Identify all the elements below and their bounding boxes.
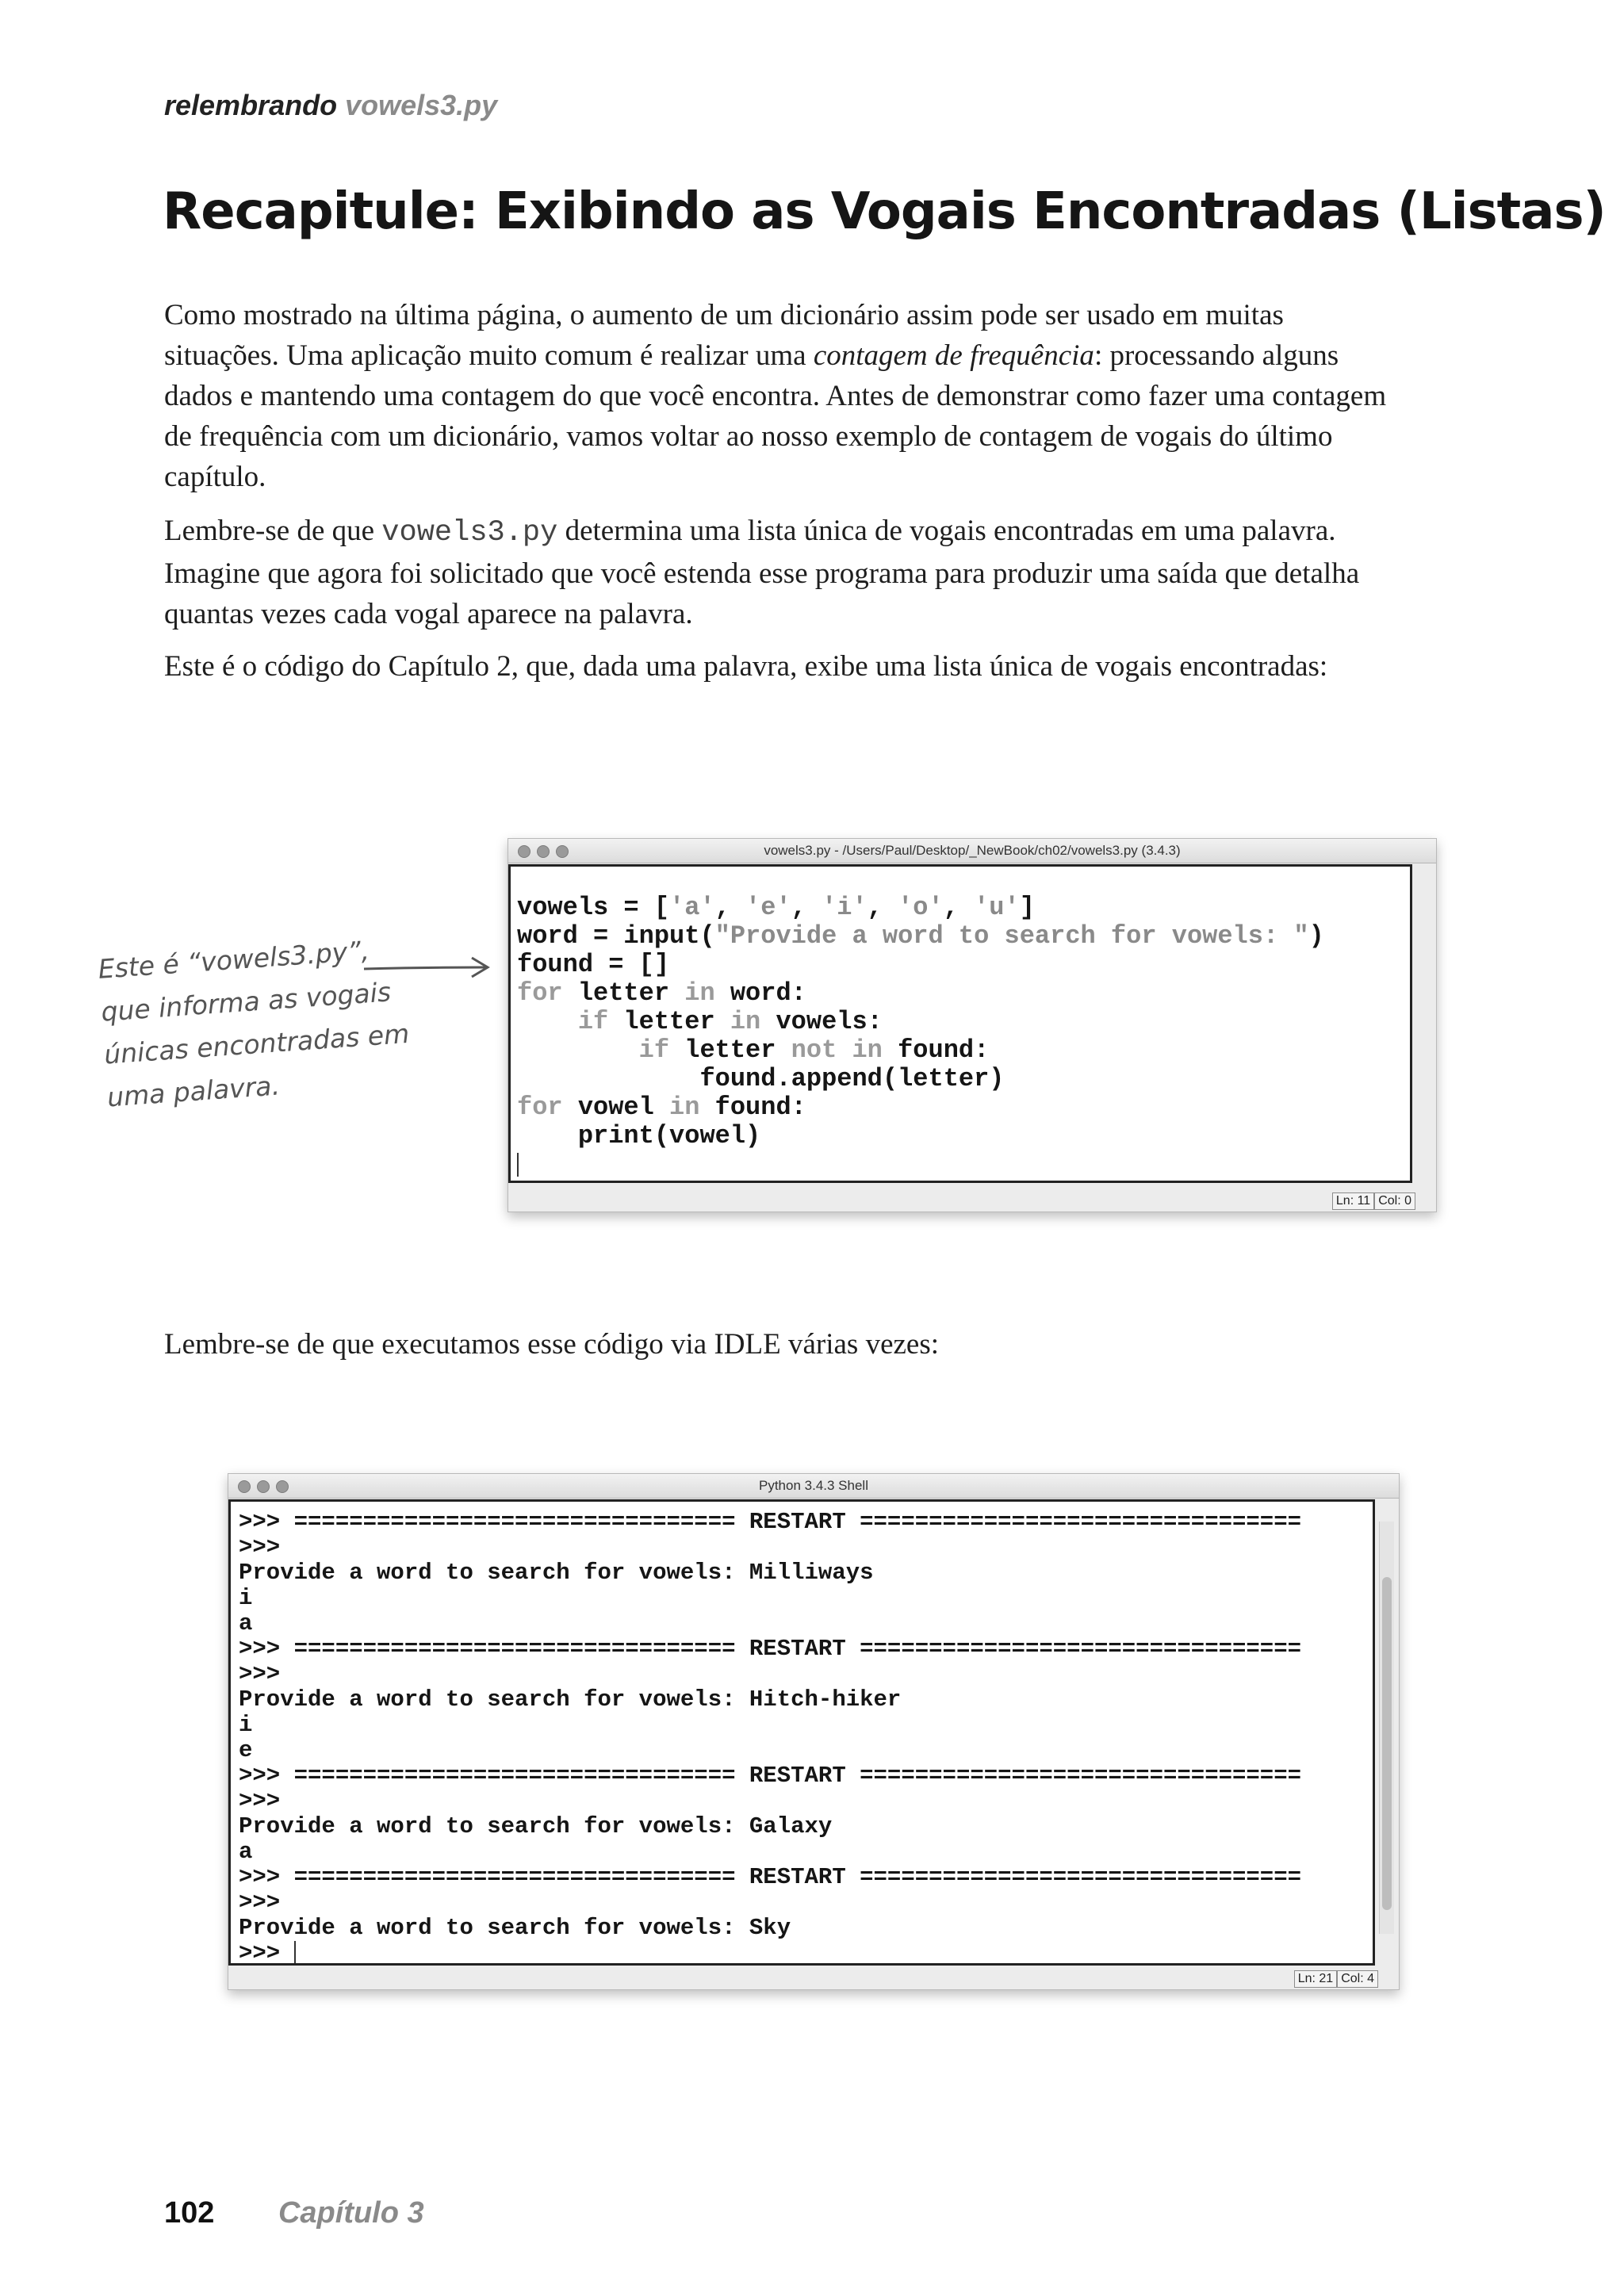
p2-text-a: Lembre-se de que — [164, 515, 382, 547]
code-line-9: print(vowel) — [577, 1121, 761, 1150]
code-line-6: if letter not in found: — [638, 1035, 990, 1065]
p2-text-b: determina uma lista única de vogais encontradas em uma palavra. Imagine que agora foi solicitado que você estenda esse programa para produzir uma saída que detalha quantas vezes cada vogal aparece na palavra. — [164, 515, 1360, 630]
shell-line: >>> — [239, 1788, 281, 1814]
p1-emphasis: contagem de frequência — [813, 339, 1094, 372]
code-line-7: found.append(letter) — [699, 1064, 1005, 1093]
paragraph-2 — [164, 511, 1401, 634]
annotation-arrow-icon — [361, 951, 496, 983]
shell-line: a — [239, 1839, 253, 1865]
shell-line: Provide a word to search for vowels: Milliways — [239, 1560, 874, 1586]
code-line-4: for letter in word: — [517, 978, 806, 1008]
code-line-1: vowels = ['a', 'e', 'i', 'o', 'u'] — [517, 893, 1035, 922]
code-line-5: if letter in vowels: — [577, 1007, 883, 1036]
chapter-label: Capítulo 3 — [278, 2196, 424, 2230]
shell-line: i — [239, 1585, 253, 1611]
editor-column-number: Col: 0 — [1374, 1192, 1415, 1210]
annotation-line-4: uma palavra. — [105, 1070, 282, 1113]
shell-prompt-line[interactable]: >>> — [239, 1940, 294, 1966]
editor-titlebar[interactable] — [508, 839, 1436, 863]
shell-status-bar — [1294, 1970, 1378, 1988]
shell-line: i — [239, 1712, 253, 1738]
code-editor[interactable] — [508, 864, 1412, 1183]
shell-line: >>> — [239, 1661, 281, 1687]
idle-editor-window[interactable] — [508, 838, 1437, 1212]
header-file: vowels3.py — [345, 89, 498, 121]
shell-line: Provide a word to search for vowels: Sky — [239, 1915, 791, 1941]
shell-line: >>> ================================ RESTART ================================ — [239, 1763, 1302, 1789]
p1-text-b: : processando alguns dados e mantendo uma contagem do que você encontra. Antes de demonstrar como fazer uma contagem de frequência com um dicionário, vamos voltar ao nosso exemplo de contagem de vogais do último capítulo. — [164, 339, 1387, 493]
shell-line: >>> — [239, 1889, 281, 1916]
page-number: 102 — [164, 2196, 215, 2230]
shell-line: >>> ================================ RESTART ================================ — [239, 1509, 1302, 1535]
page-title: Recapitule: Exibindo as Vogais Encontradas (Listas) — [163, 182, 1606, 241]
editor-window-title: vowels3.py - /Users/Paul/Desktop/_NewBook/ch02/vowels3.py (3.4.3) — [764, 843, 1181, 858]
shell-output[interactable] — [228, 1499, 1375, 1966]
idle-shell-window[interactable] — [228, 1473, 1400, 1990]
editor-status-bar — [1332, 1192, 1415, 1210]
scrollbar-thumb[interactable] — [1382, 1577, 1392, 1910]
code-line-8: for vowel in found: — [517, 1093, 806, 1122]
text-cursor — [294, 1941, 296, 1965]
shell-line: Provide a word to search for vowels: Hitch-hiker — [239, 1686, 902, 1713]
shell-line: >>> ================================ RESTART ================================ — [239, 1636, 1302, 1662]
code-line-10 — [517, 1150, 1404, 1179]
editor-line-number: Ln: 11 — [1332, 1192, 1374, 1210]
header-prefix: relembrando — [164, 89, 338, 121]
page-footer — [164, 2196, 424, 2230]
shell-column-number: Col: 4 — [1337, 1970, 1378, 1988]
annotation-line-3: únicas encontradas em — [103, 1017, 411, 1070]
paragraph-4: Lembre-se de que executamos esse código via IDLE várias vezes: — [164, 1328, 940, 1361]
annotation-line-2: que informa as vogais — [100, 976, 393, 1028]
paragraph-1 — [164, 295, 1401, 497]
shell-titlebar[interactable] — [228, 1474, 1399, 1499]
shell-line: Provide a word to search for vowels: Galaxy — [239, 1813, 833, 1839]
paragraph-3: Este é o código do Capítulo 2, que, dada uma palavra, exibe uma lista única de vogais encontradas: — [164, 650, 1328, 683]
running-header — [164, 89, 497, 122]
shell-line-number: Ln: 21 — [1294, 1970, 1337, 1988]
shell-line: a — [239, 1610, 253, 1636]
text-cursor — [517, 1153, 519, 1177]
code-line-2: word = input("Provide a word to search for vowels: ") — [517, 921, 1324, 951]
shell-scrollbar[interactable] — [1379, 1522, 1394, 1934]
code-line-3: found = [] — [517, 950, 670, 979]
p1-text-a: Como mostrado na última página, o aumento de um dicionário assim pode ser usado em muitas situações. Uma aplicação muito comum é realizar uma — [164, 299, 1284, 372]
shell-line: >>> — [239, 1534, 281, 1560]
shell-window-title: Python 3.4.3 Shell — [759, 1478, 868, 1493]
annotation-line-1: Este é “vowels3.py”, — [97, 935, 370, 985]
p2-code: vowels3.py — [381, 516, 558, 549]
shell-line: e — [239, 1737, 253, 1763]
shell-line: >>> ================================ RESTART ================================ — [239, 1864, 1302, 1890]
